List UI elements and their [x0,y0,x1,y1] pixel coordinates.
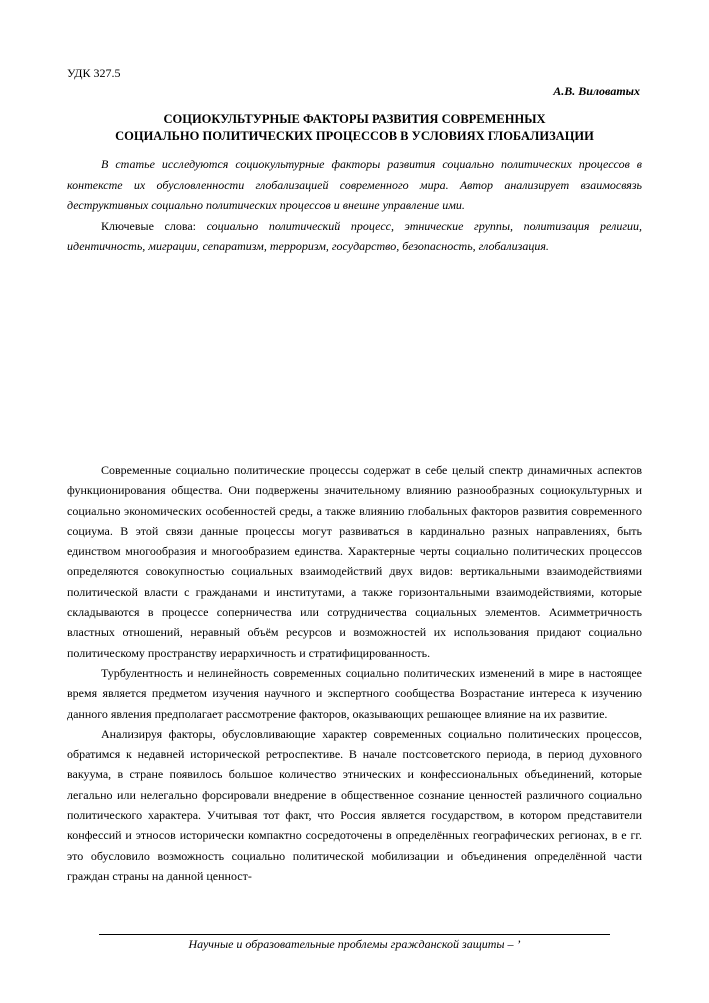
keywords-list: социально политический процесс, этнические группы, политизация религии, идентичность, миграции, сепаратизм, терроризм, государство, безопасность, глобализация. [67,218,642,253]
title-line-1: СОЦИОКУЛЬТУРНЫЕ ФАКТОРЫ РАЗВИТИЯ СОВРЕМЕННЫХ [163,112,546,126]
udk-code: УДК 327.5 [67,66,121,80]
abstract-text: В статье исследуются социокультурные факторы развития социально политических процессов в контексте их обусловленности глобализацией современного мира. Автор анализирует взаимосвязь деструктивных социально политических процессов и внешне управление ими. [67,157,642,212]
abstract [67,154,642,257]
body-paragraph-1: Современные социально политические процессы содержат в себе целый спектр динамичных аспектов функционирования общества. Они подвержены значительному влиянию разнообразных социокультурных и социально экономических особенностей среды, а также влиянию глобальных факторов развития современного социума. В этой связи данные процессы могут развиваться в кардинально разных направлениях, быть единством многообразия и многообразием единства. Характерные черты социально политических процессов определяются совокупностью социальных взаимодействий двух видов: вертикальными взаимодействиями политической власти с гражданами и институтами, а также горизонтальными взаимодействиями, которые складываются в процессе соперничества или сотрудничества социальных элементов. Асимметричность властных отношений, неравный объём ресурсов и возможностей их использования придают социально политическому пространству иерархичность и стратифицированность. [67,463,642,660]
author-name: А.В. Виловатых [553,84,640,98]
article-body [67,460,642,886]
keywords [67,216,642,257]
body-paragraph-2: Турбулентность и нелинейность современных социально политических изменений в мире в настоящее время является предметом изучения научного и экспертного сообщества Возрастание интереса к изучению данного явления предполагает рассмотрение факторов, оказывающих решающее влияние на их развитие. [67,665,642,721]
article-title [67,111,642,145]
body-paragraph-3: Анализируя факторы, обусловливающие характер современных социально политических процессов, обратимся к недавней исторической ретроспективе. В начале постсоветского периода, в период духовного вакуума, в стране появилось большое количество этнических и конфессиональных объединений, которые легально или нелегально форсировали внедрение в общественное сознание ценностей различного социально политического характера. Учитывая тот факт, что Россия является государством, в котором представители конфессий и этносов исторически компактно сосредоточены в определённых географических регионах, в е гг. это обусловило возможность социально политической мобилизации и объединения определённой части граждан страны на данной ценност- [67,726,642,883]
footer-divider [99,934,610,935]
keywords-label: Ключевые слова: [101,218,196,233]
title-line-2: СОЦИАЛЬНО ПОЛИТИЧЕСКИХ ПРОЦЕССОВ В УСЛОВИЯХ ГЛОБАЛИЗАЦИИ [115,129,594,143]
journal-footer: Научные и образовательные проблемы гражданской защиты – ’ [188,937,521,951]
